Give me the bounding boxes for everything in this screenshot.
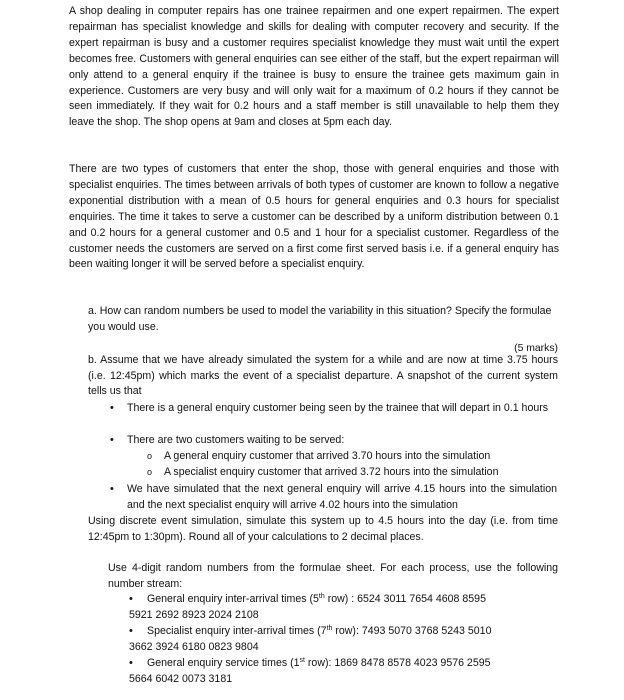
bullet-marker: • [129,625,133,637]
question-b-sub-1: A general enquiry customer that arrived 3.70 hours into the simulation [164,450,491,462]
question-b-closing: Using discrete event simulation, simulate this system up to 4.5 hours into the day (i.e. from time 12:45pm to 1:30pm). Round all of your calculations to 2 decimal places. [88,515,558,543]
stream-specialist-arrivals: Specialist enquiry inter-arrival times (7th row): 7493 5070 3768 5243 5010 [147,625,492,637]
stream-general-service-cont: 5664 6042 0073 3181 [129,673,233,685]
bullet-marker: • [110,402,114,414]
question-a-text: a. How can random numbers be used to model the variability in this situation? Specify the formulae you would use. [88,305,552,333]
stream-specialist-arrivals-cont: 3662 3924 6180 0823 9804 [129,641,259,653]
question-a-marks: (5 marks) [514,343,558,354]
question-b-bullet-3: We have simulated that the next general enquiry will arrive 4.15 hours into the simulation and the next specialist enquiry will arrive 4.02 hours into the simulation [127,483,557,511]
stream-general-service: General enquiry service times (1st row): 1869 8478 8578 4023 9576 2595 [147,657,491,669]
bullet-marker: • [110,483,114,495]
question-b-sub-2: A specialist enquiry customer that arrived 3.72 hours into the simulation [164,466,499,478]
customers-paragraph: There are two types of customers that enter the shop, those with general enquiries and those with specialist enquiries. The times between arrivals of both types of customer are known to follow a negative exponential distribution with a mean of 0.5 hours for general enquiries and 0.3 hours for specialist enquiries. The time it takes to serve a customer can be described by a uniform distribution between 0.1 and 0.2 hours for a general customer and 0.5 and 1 hour for a specialist customer. Regardless of the customer needs the customers are served on a first come first served basis i.e. if a general enquiry has been waiting longer it will be served before a specialist enquiry. [69,163,559,271]
question-b-bullet-2: There are two customers waiting to be served: [127,434,345,446]
random-numbers-intro: Use 4-digit random numbers from the formulae sheet. For each process, use the following number stream: [108,562,558,590]
stream-general-arrivals-cont: 5921 2692 8923 2024 2108 [129,609,259,621]
stream-general-arrivals: General enquiry inter-arrival times (5th row) : 6524 3011 7654 4608 8595 [147,593,486,605]
bullet-marker: • [110,434,114,446]
bullet-marker: • [129,593,133,605]
question-b-intro: b. Assume that we have already simulated the system for a while and are now at time 3.75 hours (i.e. 12:45pm) which marks the event of a specialist departure. A snapshot of the current system tells us that [88,354,558,398]
bullet-marker: • [129,657,133,669]
sub-bullet-marker: o [147,467,153,477]
intro-paragraph: A shop dealing in computer repairs has one trainee repairmen and one expert repairmen. The expert repairman has specialist knowledge and skills for dealing with computer recovery and security. If the expert repairman is busy and a customer requires specialist knowledge they must wait until the expert becomes free. Customers with general enquiries can see either of the staff, but the expert repairman will only attend to a general enquiry if the trainee is busy to ensure the trainee gets maximum gain in experience. Customers are very busy and will only wait for a maximum of 0.2 hours if they cannot be seen immediately. If they wait for 0.2 hours and a staff member is still unavailable to help them they leave the shop. The shop opens at 9am and closes at 5pm each day. [69,5,559,129]
sub-bullet-marker: o [147,451,153,461]
question-b-bullet-1: There is a general enquiry customer being seen by the trainee that will depart in 0.1 hours [127,402,549,414]
